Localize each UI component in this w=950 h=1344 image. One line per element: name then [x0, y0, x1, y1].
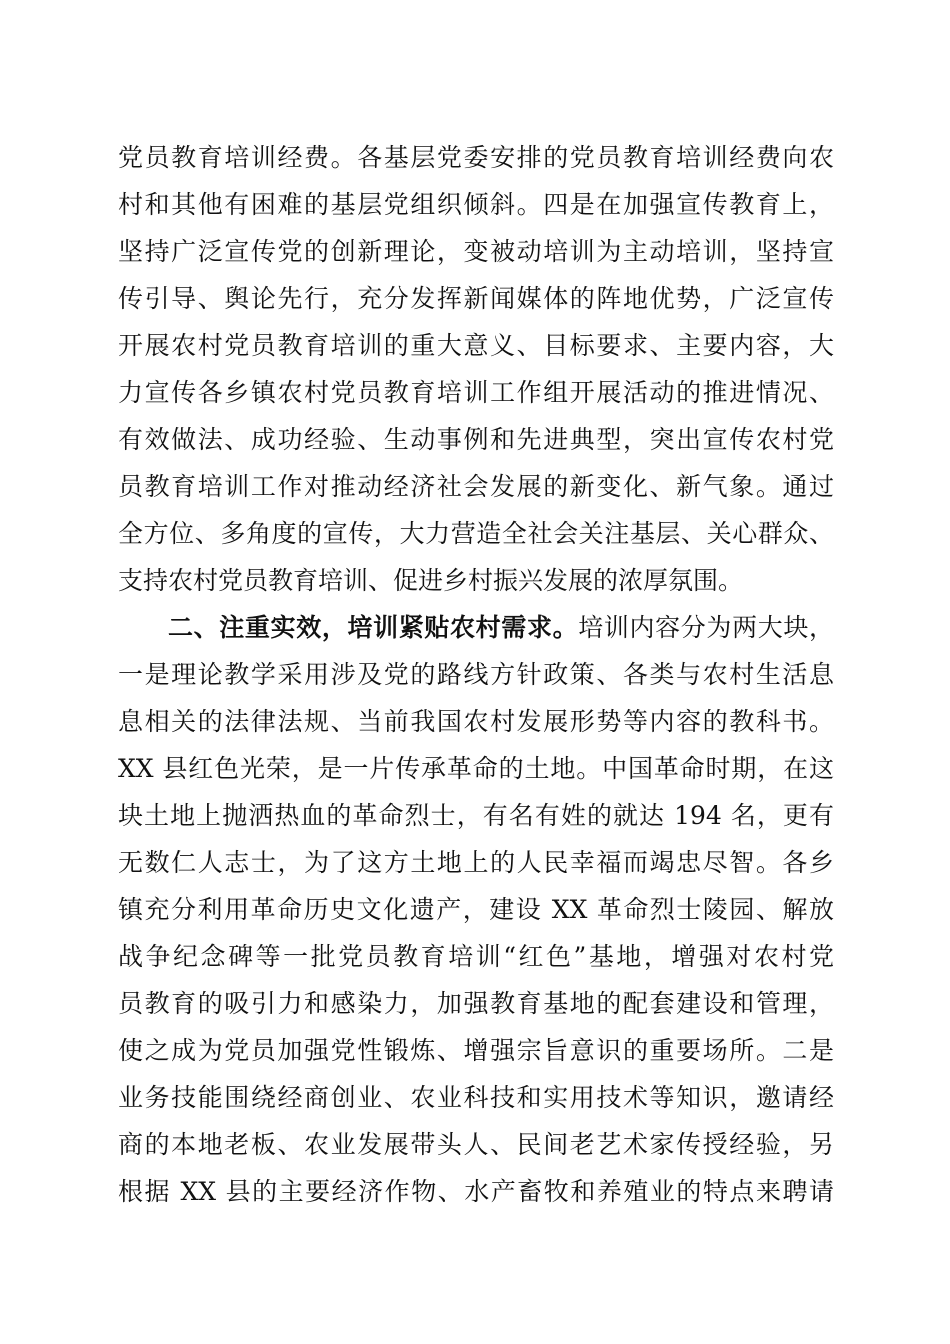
text-line: 根据 XX 县的主要经济作物、水产畜牧和养殖业的特点来聘请: [118, 1177, 834, 1206]
text-line: 息相关的法律法规、当前我国农村发展形势等内容的教科书。: [118, 707, 834, 736]
text-line: 镇充分利用革命历史文化遗产，建设 XX 革命烈士陵园、解放: [118, 895, 834, 924]
text-line: 开展农村党员教育培训的重大意义、目标要求、主要内容，大: [118, 331, 834, 360]
text-line: 力宣传各乡镇农村党员教育培训工作组开展活动的推进情况、: [118, 378, 834, 407]
text-line: 无数仁人志士，为了这方土地上的人民幸福而竭忠尽智。各乡: [118, 848, 834, 877]
text-line: 战争纪念碑等一批党员教育培训“红色”基地，增强对农村党: [118, 942, 834, 971]
text-line: 有效做法、成功经验、生动事例和先进典型，突出宣传农村党: [118, 425, 834, 454]
text-line: 一是理论教学采用涉及党的路线方针政策、各类与农村生活息: [118, 660, 834, 689]
text-line: 村和其他有困难的基层党组织倾斜。四是在加强宣传教育上，: [118, 190, 834, 219]
text-line: 坚持广泛宣传党的创新理论，变被动培训为主动培训，坚持宣: [118, 237, 834, 266]
section-heading: 二、注重实效，培训紧贴农村需求。: [168, 613, 579, 642]
text-line: 全方位、多角度的宣传，大力营造全社会关注基层、关心群众、: [118, 519, 834, 548]
text-line: XX 县红色光荣，是一片传承革命的土地。中国革命时期，在这: [118, 754, 834, 783]
text-line: 使之成为党员加强党性锻炼、增强宗旨意识的重要场所。二是: [118, 1036, 834, 1065]
text-line: 员教育的吸引力和感染力，加强教育基地的配套建设和管理，: [118, 989, 834, 1018]
section-heading-line: [168, 608, 834, 648]
text-line: 商的本地老板、农业发展带头人、民间老艺术家传授经验，另: [118, 1130, 834, 1159]
text-line: 支持农村党员教育培训、促进乡村振兴发展的浓厚氛围。: [118, 566, 744, 595]
text-line: 业务技能围绕经商创业、农业科技和实用技术等知识，邀请经: [118, 1083, 834, 1112]
text-line: 党员教育培训经费。各基层党委安排的党员教育培训经费向农: [118, 143, 834, 172]
text-line: 传引导、舆论先行，充分发挥新闻媒体的阵地优势，广泛宣传: [118, 284, 834, 313]
text-line: 块土地上抛洒热血的革命烈士，有名有姓的就达 194 名，更有: [118, 801, 834, 830]
text-line: 员教育培训工作对推动经济社会发展的新变化、新气象。通过: [118, 472, 834, 501]
section-heading-continuation: 培训内容分为两大块，: [578, 613, 834, 642]
